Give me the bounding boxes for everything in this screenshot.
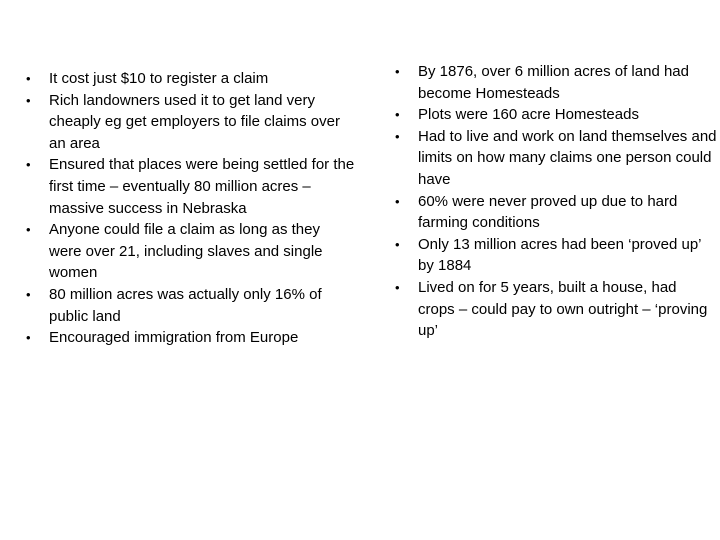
bullet-icon: •: [395, 107, 400, 123]
list-item-text: Rich landowners used it to get land very cheaply eg get employers to file claims over an area: [49, 91, 340, 152]
list-item-text: Plots were 160 acre Homesteads: [418, 106, 639, 124]
list-item: [395, 104, 717, 126]
list-item-text: Had to live and work on land themselves and limits on how many claims one person could have: [418, 127, 717, 188]
bullet-icon: •: [395, 236, 400, 252]
bullet-icon: •: [26, 71, 31, 86]
list-item-text: By 1876, over 6 million acres of land had become Homesteads: [418, 63, 689, 102]
list-item-text: It cost just $10 to register a claim: [49, 70, 269, 87]
list-item: [395, 277, 717, 342]
list-item: [395, 234, 717, 277]
bullet-icon: •: [26, 157, 31, 173]
list-item: [395, 191, 717, 234]
list-item-text: 80 million acres was actually only 16% of public land: [49, 285, 322, 325]
list-item: [26, 90, 356, 155]
list-item: [26, 327, 356, 349]
list-item-text: Only 13 million acres had been ‘proved up’ by 1884: [418, 235, 701, 275]
bullet-icon: •: [395, 128, 400, 144]
bullet-icon: •: [26, 330, 31, 346]
right-bullet-list: [395, 61, 717, 342]
list-item: [395, 126, 717, 191]
list-item: [26, 68, 356, 90]
bullet-icon: •: [395, 279, 400, 295]
list-item: [395, 61, 717, 104]
list-item-text: Anyone could file a claim as long as they were over 21, including slaves and single women: [49, 221, 323, 282]
left-bullet-list: [26, 68, 356, 349]
bullet-icon: •: [395, 193, 400, 209]
list-item-text: 60% were never proved up due to hard farming conditions: [418, 192, 678, 232]
list-item: [26, 219, 356, 284]
list-item-text: Lived on for 5 years, built a house, had crops – could pay to own outright – ‘proving up’: [418, 278, 708, 340]
bullet-icon: •: [26, 222, 31, 238]
bullet-icon: •: [26, 286, 31, 302]
list-item-text: Ensured that places were being settled for the first time – eventually 80 million acres – massive success in Nebraska: [49, 156, 355, 217]
list-item: [26, 154, 356, 219]
list-item-text: Encouraged immigration from Europe: [49, 329, 299, 347]
list-item: [26, 284, 356, 327]
bullet-icon: •: [395, 64, 400, 79]
bullet-icon: •: [26, 92, 31, 108]
